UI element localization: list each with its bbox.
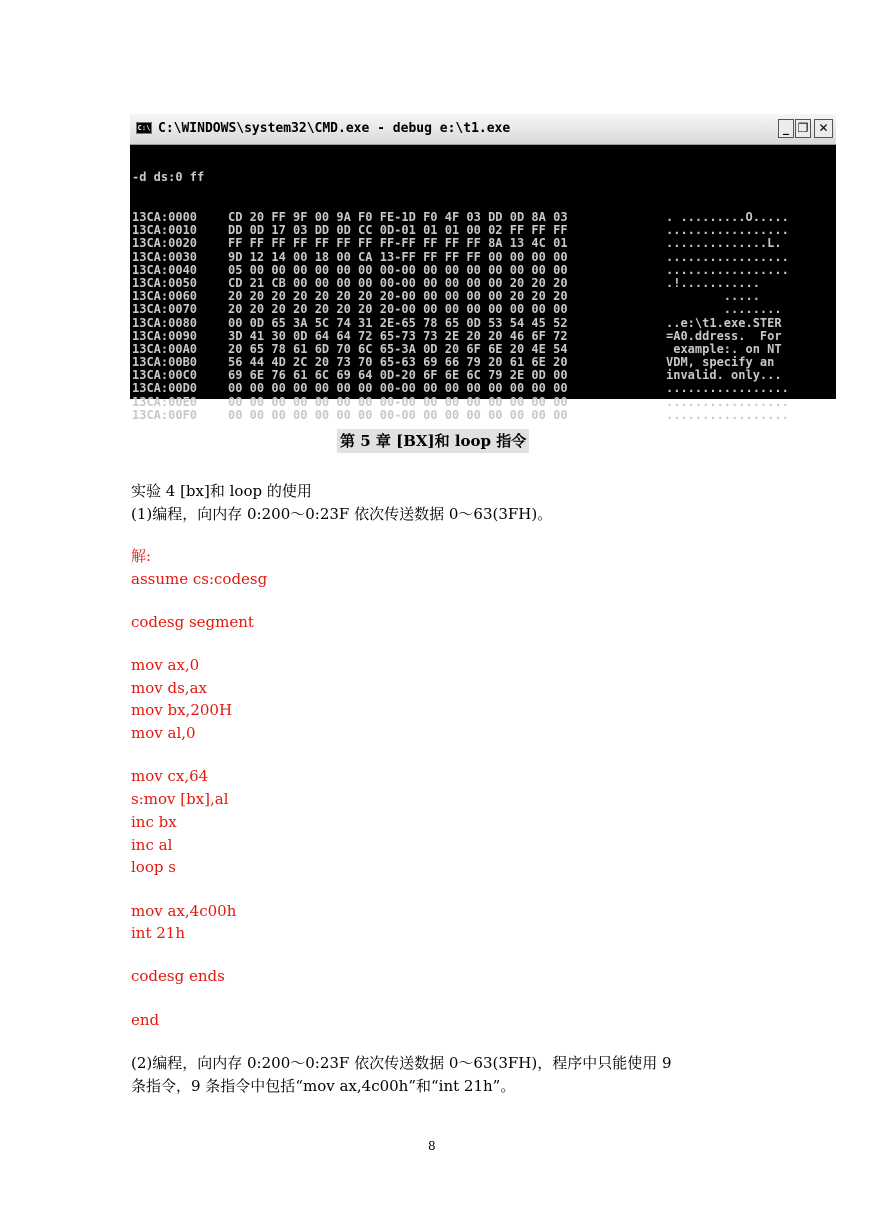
dump-address: 13CA:0010: [132, 223, 198, 238]
dump-ascii: =A0.ddress. For: [666, 328, 782, 343]
dump-hex-bytes: 20 20 20 20 20 20 20 20-00 00 00 00 00 00 00 00: [228, 302, 568, 317]
dump-hex-bytes: DD 0D 17 03 DD 0D CC 0D-01 01 01 00 02 FF FF FF: [228, 223, 568, 238]
dump-hex-bytes: FF FF FF FF FF FF FF FF-FF FF FF FF 8A 13 4C 01: [228, 236, 568, 251]
dump-address: 13CA:0000: [132, 210, 198, 224]
chapter-heading: 第 5 章 [BX]和 loop 指令: [337, 429, 529, 453]
dump-ascii: ..............L.: [666, 236, 782, 251]
experiment-title: 实验 4 [bx]和 loop 的使用: [131, 482, 312, 500]
dump-row: [132, 315, 782, 330]
dump-hex-bytes: 3D 41 30 0D 64 64 72 65-73 73 2E 20 20 46 6F 72: [228, 328, 568, 343]
dump-ascii: VDM, specify an: [666, 355, 775, 370]
dump-address: 13CA:00E0: [132, 394, 198, 409]
dump-row: [132, 302, 782, 317]
window-titlebar[interactable]: [130, 114, 836, 145]
code-line: assume cs:codesg: [131, 570, 268, 588]
dump-row: [132, 236, 782, 251]
dump-hex-bytes: 56 44 4D 2C 20 73 70 65-63 69 66 79 20 61 6E 20: [228, 355, 568, 370]
maximize-button[interactable]: ❐: [795, 119, 811, 138]
dump-ascii: .................: [666, 223, 789, 238]
dump-ascii: .................: [666, 381, 789, 396]
dump-ascii: .................: [666, 249, 789, 264]
task-1-text: (1)编程，向内存 0:200～0:23F 依次传送数据 0～63(3FH)。: [131, 505, 553, 523]
window-title: C:\WINDOWS\system32\CMD.exe - debug e:\t1.exe: [158, 121, 511, 136]
dump-address: 13CA:00D0: [132, 381, 198, 396]
dump-address: 13CA:00A0: [132, 341, 198, 356]
code-line: mov ax,4c00h: [131, 902, 237, 920]
code-line: inc bx: [131, 813, 177, 831]
dump-hex-bytes: 00 00 00 00 00 00 00 00-00 00 00 00 00 00 00 00: [228, 407, 568, 422]
dump-address: 13CA:0040: [132, 262, 198, 277]
dump-address: 13CA:0060: [132, 289, 198, 304]
dump-address: 13CA:0090: [132, 328, 198, 343]
code-line: s:mov [bx],al: [131, 790, 229, 808]
code-line: mov cx,64: [131, 767, 209, 785]
dump-address: 13CA:0070: [132, 302, 198, 317]
task-2-text-line-2: 条指令，9 条指令中包括“mov ax,4c00h”和“int 21h”。: [131, 1077, 516, 1095]
dump-hex-bytes: CD 21 CB 00 00 00 00 00-00 00 00 00 00 20 20 20: [228, 275, 568, 290]
dump-ascii: .....: [666, 289, 760, 304]
dump-row: [132, 328, 782, 343]
task-2-text-line-1: (2)编程，向内存 0:200～0:23F 依次传送数据 0～63(3FH)，程序中只能使用 9: [131, 1054, 672, 1072]
code-line: mov al,0: [131, 724, 196, 742]
dump-ascii: .!...........: [666, 275, 760, 290]
dump-hex-bytes: 9D 12 14 00 18 00 CA 13-FF FF FF FF 00 00 00 00: [228, 249, 568, 264]
close-button[interactable]: ✕: [814, 119, 833, 138]
dump-address: 13CA:00C0: [132, 368, 198, 383]
code-line: codesg segment: [131, 613, 254, 631]
dump-address: 13CA:00B0: [132, 355, 198, 370]
dump-row: [132, 394, 789, 409]
solution-label: 解:: [131, 547, 152, 565]
code-line: inc al: [131, 836, 173, 854]
dump-hex-bytes: 00 00 00 00 00 00 00 00-00 00 00 00 00 00 00 00: [228, 394, 568, 409]
dump-ascii: . .........O.....: [666, 210, 789, 224]
dump-hex-bytes: 20 20 20 20 20 20 20 20-00 00 00 00 00 20 20 20: [228, 289, 568, 304]
dump-address: 13CA:00F0: [132, 407, 198, 422]
code-line: mov ds,ax: [131, 679, 207, 697]
dump-hex-bytes: CD 20 FF 9F 00 9A F0 FE-1D F0 4F 03 DD 0D 8A 03: [228, 210, 568, 224]
dump-address: 13CA:0020: [132, 236, 198, 251]
dump-row: [132, 381, 789, 396]
dump-row: [132, 249, 789, 264]
dump-hex-bytes: 69 6E 76 61 6C 69 64 0D-20 6F 6E 6C 79 2E 0D 00: [228, 368, 568, 383]
code-line: mov ax,0: [131, 656, 200, 674]
dump-ascii: .................: [666, 407, 789, 422]
console-window: [130, 114, 836, 422]
dump-row: [132, 407, 789, 422]
dump-ascii: invalid. only...: [666, 368, 782, 383]
code-line: loop s: [131, 858, 176, 876]
dump-hex-bytes: 00 00 00 00 00 00 00 00-00 00 00 00 00 00 00 00: [228, 381, 568, 396]
minimize-button[interactable]: _: [778, 119, 794, 138]
dump-hex-bytes: 05 00 00 00 00 00 00 00-00 00 00 00 00 00 00 00: [228, 262, 568, 277]
page-number: 8: [428, 1139, 436, 1153]
code-line: codesg ends: [131, 967, 225, 985]
dump-hex-bytes: 20 65 78 61 6D 70 6C 65-3A 0D 20 6F 6E 20 4E 54: [228, 341, 568, 356]
dump-row: [132, 262, 789, 277]
cmd-icon: C:\: [137, 124, 151, 132]
dump-hex-bytes: 00 0D 65 3A 5C 74 31 2E-65 78 65 0D 53 54 45 52: [228, 315, 568, 330]
code-line: end: [131, 1011, 160, 1029]
dump-address: 13CA:0080: [132, 315, 198, 330]
dump-ascii: ........: [666, 302, 782, 317]
dump-ascii: example:. on NT: [666, 341, 782, 356]
dump-ascii: .................: [666, 262, 789, 277]
dump-address: 13CA:0030: [132, 249, 198, 264]
console-command: -d ds:0 ff: [132, 170, 205, 185]
dump-ascii: ..e:\t1.exe.STER: [666, 315, 782, 330]
code-line: int 21h: [131, 924, 186, 942]
dump-address: 13CA:0050: [132, 275, 198, 290]
console-output: [132, 145, 789, 422]
code-line: mov bx,200H: [131, 701, 233, 719]
dump-ascii: .................: [666, 394, 789, 409]
